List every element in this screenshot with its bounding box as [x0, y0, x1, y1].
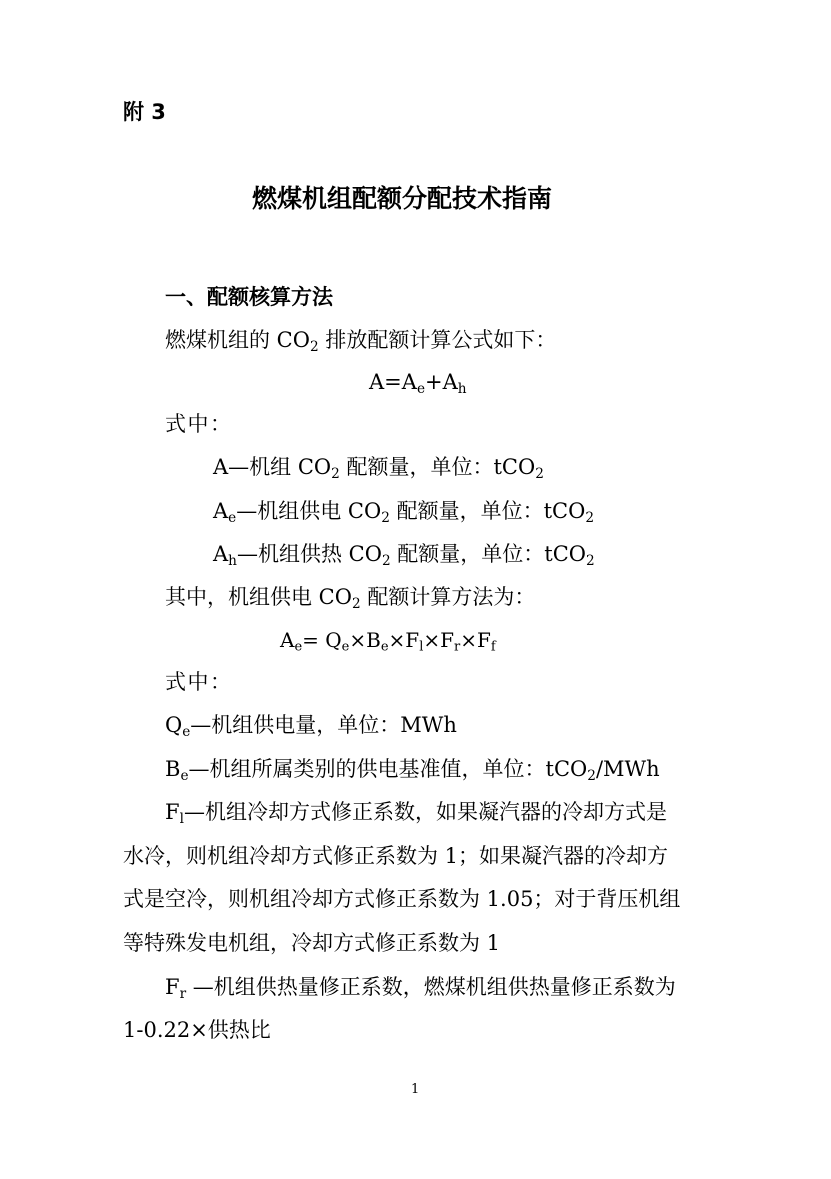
subscript: h: [457, 380, 467, 397]
subscript: e: [380, 639, 389, 655]
definition-text: 1-0.22×供热比: [123, 1018, 271, 1042]
page-title: [252, 184, 552, 214]
definition-fl-line4: [123, 928, 500, 958]
subscript: 2: [351, 595, 361, 612]
formula-total: [369, 367, 467, 397]
definition-text: A: [213, 542, 229, 566]
subscript: 2: [535, 465, 544, 482]
definition-text: 配额量，单位：tCO: [390, 542, 587, 566]
formula-supply: [280, 625, 496, 655]
subscript: f: [490, 639, 496, 655]
subscript: h: [228, 552, 237, 569]
definition-text: —机组供电 CO: [236, 499, 382, 523]
formula-part: +A: [425, 370, 458, 394]
definition-text: —机组冷却方式修正系数，如果凝汽器的冷却方式是: [183, 800, 667, 824]
definition-a: [213, 452, 544, 482]
supply-intro-text-end: 配额计算方法为：: [360, 585, 536, 609]
supply-intro: [165, 582, 535, 612]
formula-part: ×F: [460, 628, 491, 652]
subscript: 2: [381, 552, 391, 569]
where-text: 式中：: [165, 412, 233, 436]
formula-part: A: [280, 628, 295, 652]
annex-label-text: 附 3: [123, 100, 166, 124]
definition-ae: [213, 496, 594, 526]
subscript: e: [294, 639, 303, 655]
definition-text: F: [165, 975, 180, 999]
subscript: e: [228, 509, 237, 526]
formula-part: ×B: [349, 628, 381, 652]
definition-text: 配额量，单位：tCO: [389, 499, 586, 523]
definition-fr-line1: [165, 972, 676, 1002]
page-title-text: 燃煤机组配额分配技术指南: [252, 184, 553, 213]
definition-text: B: [165, 757, 181, 781]
definition-text: /MWh: [595, 757, 660, 781]
definition-qe: [165, 710, 457, 740]
definition-text: —机组供热 CO: [236, 542, 382, 566]
intro-text-end: 排放配额计算公式如下：: [318, 328, 557, 352]
definition-text: A: [213, 499, 229, 523]
definition-text: 配额量，单位：tCO: [339, 455, 536, 479]
subscript: e: [341, 639, 350, 655]
where-label-2: [165, 667, 233, 697]
definition-text: —机组供电量，单位：MWh: [190, 713, 457, 737]
section-heading: [165, 282, 333, 312]
definition-fl-line3: [123, 884, 680, 914]
definition-fl-line2: [123, 841, 668, 871]
formula-part: ×F: [423, 628, 454, 652]
definition-text: A—机组 CO: [213, 455, 332, 479]
definition-text: 水冷，则机组冷却方式修正系数为 1；如果凝汽器的冷却方: [123, 844, 669, 868]
subscript: 2: [585, 509, 594, 526]
page-number: [411, 1082, 419, 1097]
definition-text: —机组所属类别的供电基准值，单位：tCO: [188, 757, 588, 781]
where-text: 式中：: [165, 670, 233, 694]
subscript: 2: [309, 338, 319, 355]
definition-text: 式是空冷，则机组冷却方式修正系数为 1.05；对于背压机组: [123, 887, 681, 911]
annex-label: [123, 97, 166, 127]
intro-text: 燃煤机组的 CO: [165, 328, 310, 352]
subscript: e: [416, 380, 426, 397]
supply-intro-text: 其中，机组供电 CO: [165, 585, 352, 609]
subscript: l: [419, 639, 424, 655]
page-number-text: 1: [411, 1082, 420, 1097]
definition-text: 等特殊发电机组，冷却方式修正系数为 1: [123, 931, 501, 955]
subscript: 2: [586, 552, 595, 569]
definition-text: Q: [165, 713, 183, 737]
subscript: e: [180, 767, 189, 784]
formula-part: ×F: [388, 628, 420, 652]
definition-text: —机组供热量修正系数，燃煤机组供热量修正系数为: [186, 975, 676, 999]
subscript: r: [454, 639, 461, 655]
subscript: r: [179, 985, 187, 1002]
subscript: 2: [587, 767, 596, 784]
subscript: l: [179, 810, 184, 827]
subscript: 2: [331, 465, 340, 482]
definition-ah: [213, 539, 595, 569]
formula-part: A=A: [369, 370, 417, 394]
where-label-1: [165, 409, 233, 439]
definition-fr-line2: [123, 1015, 271, 1045]
formula-part: = Q: [302, 628, 342, 652]
intro-line: [165, 325, 556, 355]
subscript: 2: [381, 509, 390, 526]
section-heading-text: 一、配额核算方法: [165, 285, 333, 309]
definition-text: F: [165, 800, 180, 824]
subscript: e: [182, 723, 191, 740]
definition-be: [165, 754, 660, 784]
definition-fl-line1: [165, 797, 667, 827]
